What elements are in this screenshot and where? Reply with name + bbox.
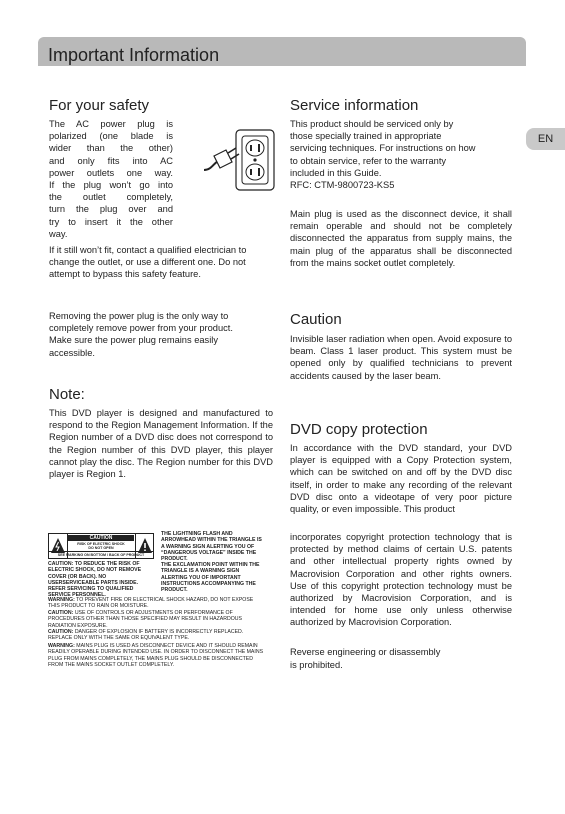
safety-line: wider than the other) (49, 143, 173, 154)
service-line: RFC: CTM-9800723-KS5 (290, 180, 395, 191)
service-line: to obtain service, refer to the warranty (290, 155, 447, 166)
risk-line-2: DO NOT OPEN (88, 546, 114, 550)
caution-label-3: CAUTION: (48, 629, 74, 635)
dvd-line-4: is prohibited. (290, 660, 343, 670)
safety-line: If the plug won’t go into (49, 180, 173, 191)
service-text (290, 118, 514, 191)
warning-fire-body: TO PREVENT FIRE OR ELECTRICAL SHOCK HAZARD, DO NOT EXPOSE THIS PRODUCT TO RAIN OR MOISTURE. (48, 597, 254, 610)
caution-heading: Caution (290, 311, 342, 328)
caution-label-box (48, 533, 154, 559)
dvd-paragraph-1: In accordance with the DVD standard, your DVD player is equipped with a Copy Protection system, which can be switched on and off by the DVD disc itself, in order to make any recording of the relevant DVD disc onto a videotape of very poor picture quality, or even impossible. This product (290, 443, 512, 515)
lightning-text: THE LIGHTNING FLASH AND ARROWHEAD WITHIN THE TRIANGLE IS A WARNING SIGN ALERTING YOU OF “DANGEROUS VOLTAGE” INSIDE THE PRODUCT. (161, 531, 262, 563)
caution-body: Invisible laser radiation when open. Avoid exposure to beam. Class 1 laser product. This system must be opened only by qualified technicians to prevent accidents caused by the laser beam. (290, 334, 512, 381)
service-line: those specially trained in appropriate (290, 131, 442, 142)
caution-battery-body: DANGER OF EXPLOSION IF BATTERY IS INCORRECTLY REPLACED. REPLACE ONLY WITH THE SAME OR EQUIVALENT TYPE. (48, 629, 244, 642)
safety-line: The AC power plug is (49, 119, 173, 129)
caution-label: CAUTION (68, 535, 134, 541)
service-line: included in this Guide. (290, 167, 382, 178)
header-bar (38, 37, 526, 66)
service-paragraph-2: Main plug is used as the disconnect device, it shall remain operable and should not be completely disconnected the apparatus from supply mains, the main plug of the apparatus shall be disconnected from the mains socket outlet completely. (290, 209, 512, 268)
caution-text: CAUTION: TO REDUCE THE RISK OF ELECTRIC SHOCK, DO NOT REMOVE COVER (OR BACK). NO USERSERVICEABLE PARTS INSIDE. REFER SERVICING TO QUALIFIED SERVICE PERSONNEL. (48, 561, 142, 599)
safety-line: turn the plug over and (49, 204, 173, 215)
caution-battery-text (48, 629, 264, 642)
dvd-heading: DVD copy protection (290, 421, 428, 438)
safety-heading: For your safety (49, 97, 150, 114)
caution-controls-body: USE OF CONTROLS OR ADJUSTMENTS OR PERFORMANCE OF PROCEDURES OTHER THAN THOSE SPECIFIED MAY RESULT IN HAZARDOUS RADIATION EXPOSURE. (48, 610, 242, 629)
safety-line: way. (49, 228, 68, 239)
warning-fire-text (48, 597, 264, 610)
service-line: This product should be serviced only by (290, 119, 454, 129)
language-tab: EN (526, 128, 565, 150)
dvd-line-3: Reverse engineering or disassembly (290, 647, 441, 657)
service-line: servicing techniques. For instructions on how (290, 143, 476, 154)
safety-line: and only fits into AC (49, 155, 173, 166)
service-heading: Service information (290, 97, 419, 114)
safety-line: polarized (one blade is (49, 131, 173, 142)
safety-paragraph-2: Removing the power plug is the only way to completely remove power from your product. Make sure the power plug remains easily accessible. (49, 311, 233, 358)
dvd-paragraph-2: incorporates copyright protection technology that is protected by method claims of certain U.S. patents and other intellectual property rights owned by Macrovision Corporation and other rights owners. Use of this copyright protection technology must be authorized by Macrovision Corporation, and is intended for home use only unless otherwise authorized by Macrovision Corporation. (290, 532, 512, 628)
note-heading: Note: (49, 386, 85, 403)
plug-outlet-illustration (202, 126, 278, 194)
risk-line-1: RISK OF ELECTRIC SHOCK (77, 542, 125, 546)
page-title: Important Information (48, 45, 220, 65)
safety-line: power outlets one way. (49, 167, 173, 178)
warning-label: WARNING: (48, 597, 75, 603)
safety-text (49, 118, 173, 240)
caution-label-2: CAUTION: (48, 610, 74, 616)
marking-line: SEE MARKING ON BOTTOM / BACK OF PRODUCT (49, 551, 153, 559)
safety-line: the outlet completely, (49, 192, 173, 203)
warning-label-2: WARNING: (48, 643, 75, 649)
warning-mains-body: MAINS PLUG IS USED AS DISCONNECT DEVICE AND IT SHOULD REMAIN READILY OPERABLE DURING INTENDED USE. IN ORDER TO DISCONNECT THE MAINS PLUG FROM MAINS COMPLETELY, THE MAINS PLUG SHOULD BE DISCONNECTED FROM THE MAINS SOCKET OUTLET COMPLETELY. (48, 643, 264, 668)
safety-paragraph-rest: If it still won’t fit, contact a qualified electrician to change the outlet, or use a different one. Do not attempt to bypass this safety feature. (49, 245, 247, 280)
note-text: This DVD player is designed and manufactured to respond to the Region Management Information. If the Region number of a DVD disc does not correspond to the Region number of this DVD player, this player cannot play the disc. The Region number for this DVD player is Region 1. (49, 408, 273, 480)
safety-line: try to insert it the other (49, 216, 173, 227)
warning-mains-text (48, 643, 264, 668)
exclamation-text: THE EXCLAMATION POINT WITHIN THE TRIANGLE IS A WARNING SIGN ALERTING YOU OF IMPORTANT INSTRUCTIONS ACCOMPANYING THE PRODUCT. (161, 562, 260, 594)
caution-controls-text (48, 610, 264, 629)
